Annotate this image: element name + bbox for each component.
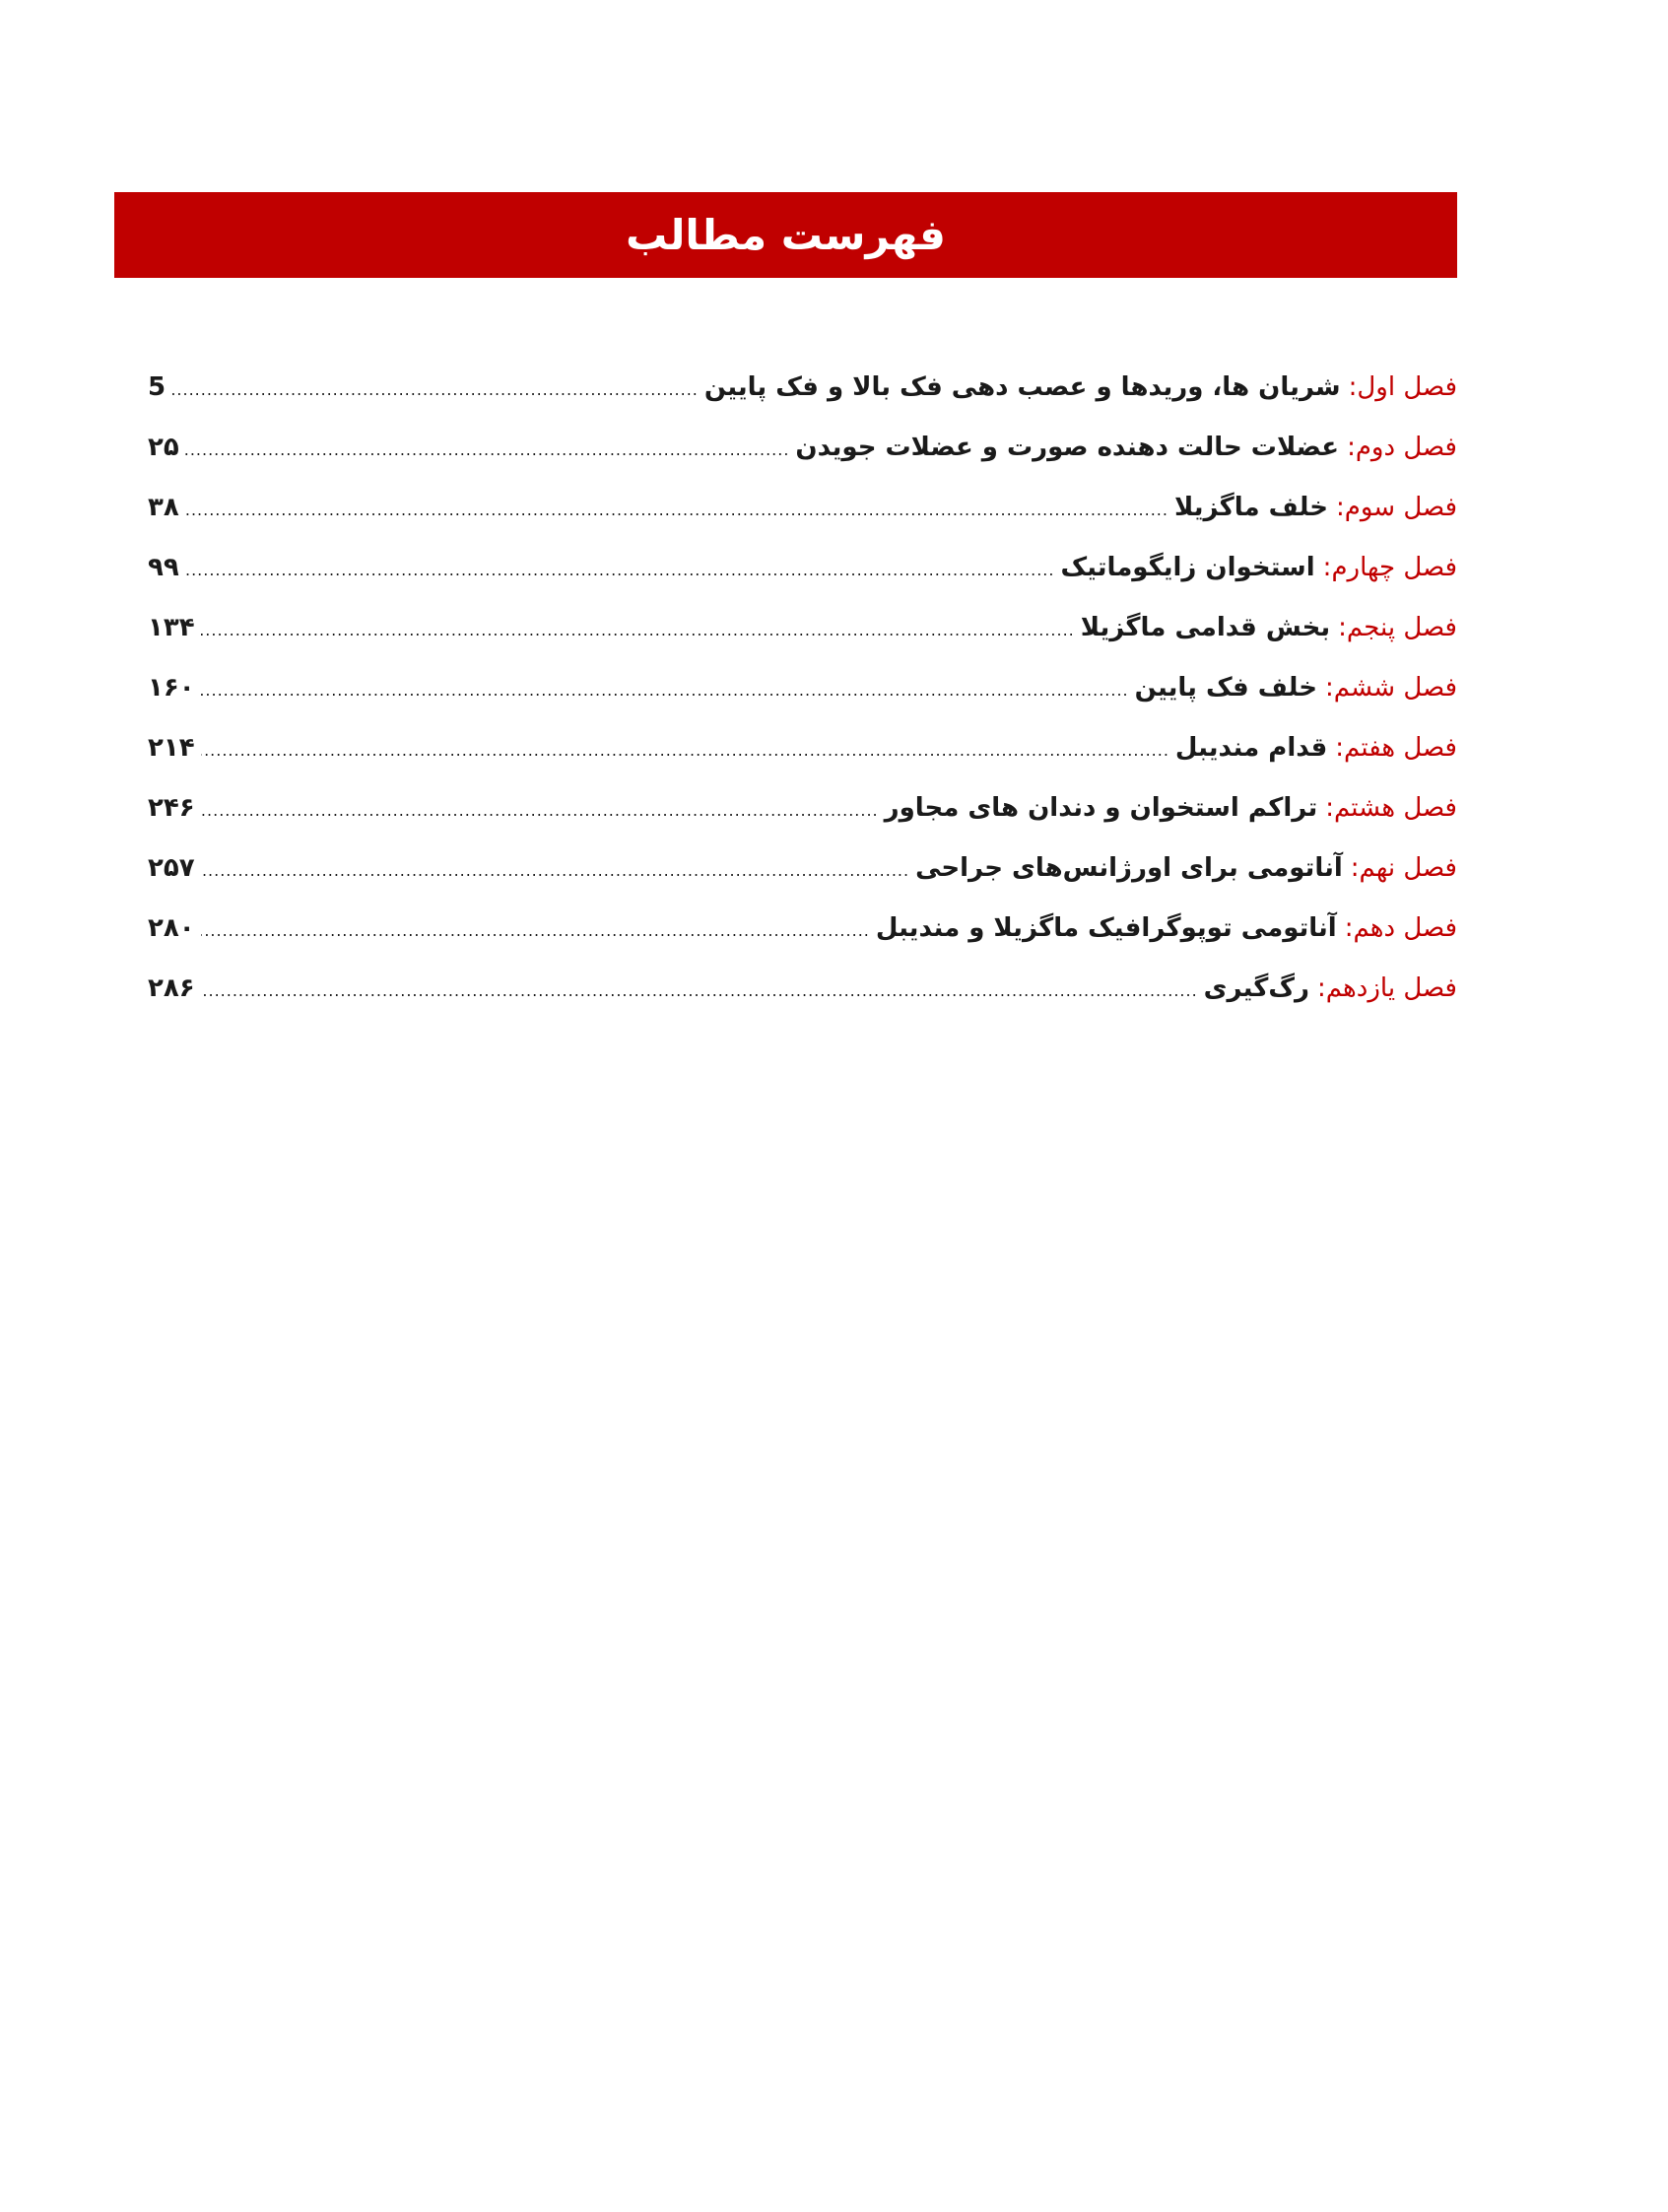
chapter-title: تراکم استخوان و دندان های مجاور [884,793,1318,823]
dot-leader [201,861,909,880]
chapter-label: فصل دوم [1355,433,1457,462]
page-number: ۳۸ [148,493,179,522]
chapter-label: فصل هشتم [1334,793,1457,823]
page-number: ۹۹ [148,553,179,582]
toc-entry-3[interactable] [148,493,1457,553]
chapter-separator: : [1325,673,1334,703]
dot-leader [171,380,699,399]
chapter-title: آناتومی توپوگرافیک ماگزیلا و مندیبل [875,913,1337,943]
dot-leader [185,440,790,459]
dot-leader [201,621,1075,639]
table-of-contents [148,372,1457,1034]
chapter-separator: : [1316,973,1326,1003]
chapter-separator: : [1325,793,1334,823]
chapter-label: فصل هفتم [1344,733,1457,763]
chapter-label: فصل ششم [1333,673,1457,703]
page-number: ۲۸۰ [148,913,195,943]
page-number: ۱۳۴ [148,613,195,642]
chapter-label: فصل یازدهم [1325,973,1457,1003]
chapter-separator: : [1322,553,1332,582]
chapter-separator: : [1335,493,1345,522]
toc-entry-8[interactable] [148,793,1457,853]
dot-leader [201,801,879,820]
chapter-label: فصل نهم [1359,853,1457,883]
chapter-label: فصل دهم [1353,913,1457,943]
dot-leader [201,921,870,940]
toc-entry-4[interactable] [148,553,1457,613]
chapter-label: فصل چهارم [1331,553,1457,582]
chapter-separator: : [1344,913,1354,943]
chapter-separator: : [1335,733,1345,763]
chapter-separator: : [1347,433,1356,462]
chapter-label: فصل اول [1357,372,1457,402]
dot-leader [201,981,1198,1000]
toc-entry-2[interactable] [148,433,1457,493]
chapter-title: رگ‌گیری [1203,973,1309,1003]
chapter-title: خلف فک پایین [1134,673,1318,703]
toc-entry-6[interactable] [148,673,1457,733]
chapter-title: بخش قدامی ماگزیلا [1080,613,1331,642]
toc-entry-1[interactable] [148,372,1457,433]
chapter-separator: : [1338,613,1347,642]
chapter-title: آناتومی برای اورژانس‌های جراحی [915,853,1343,883]
page-number: ۲۴۶ [148,793,195,823]
chapter-title: عضلات حالت دهنده صورت و عضلات جویدن [795,433,1340,462]
dot-leader [185,561,1055,579]
page-number: ۲۱۴ [148,733,195,763]
chapter-separator: : [1348,372,1358,402]
chapter-title: خلف ماگزیلا [1173,493,1328,522]
chapter-separator: : [1350,853,1360,883]
page-number: ۱۶۰ [148,673,195,703]
toc-entry-7[interactable] [148,733,1457,793]
page-number: ۲۵ [148,433,179,462]
page-number: 5 [148,372,167,402]
chapter-title: قدام مندیبل [1174,733,1328,763]
toc-entry-9[interactable] [148,853,1457,913]
chapter-title: استخوان زایگوماتیک [1060,553,1315,582]
page-title: فهرست مطالب [626,210,946,259]
toc-header-bar [114,192,1457,278]
chapter-label: فصل سوم [1344,493,1457,522]
toc-entry-10[interactable] [148,913,1457,973]
chapter-title: شریان ها، وریدها و عصب دهی فک بالا و فک پایین [703,372,1341,402]
page-number: ۲۸۶ [148,973,195,1003]
page-number: ۲۵۷ [148,853,195,883]
dot-leader [201,681,1129,700]
toc-entry-5[interactable] [148,613,1457,673]
chapter-label: فصل پنجم [1346,613,1457,642]
toc-entry-11[interactable] [148,973,1457,1034]
dot-leader [185,501,1168,519]
dot-leader [201,741,1169,760]
